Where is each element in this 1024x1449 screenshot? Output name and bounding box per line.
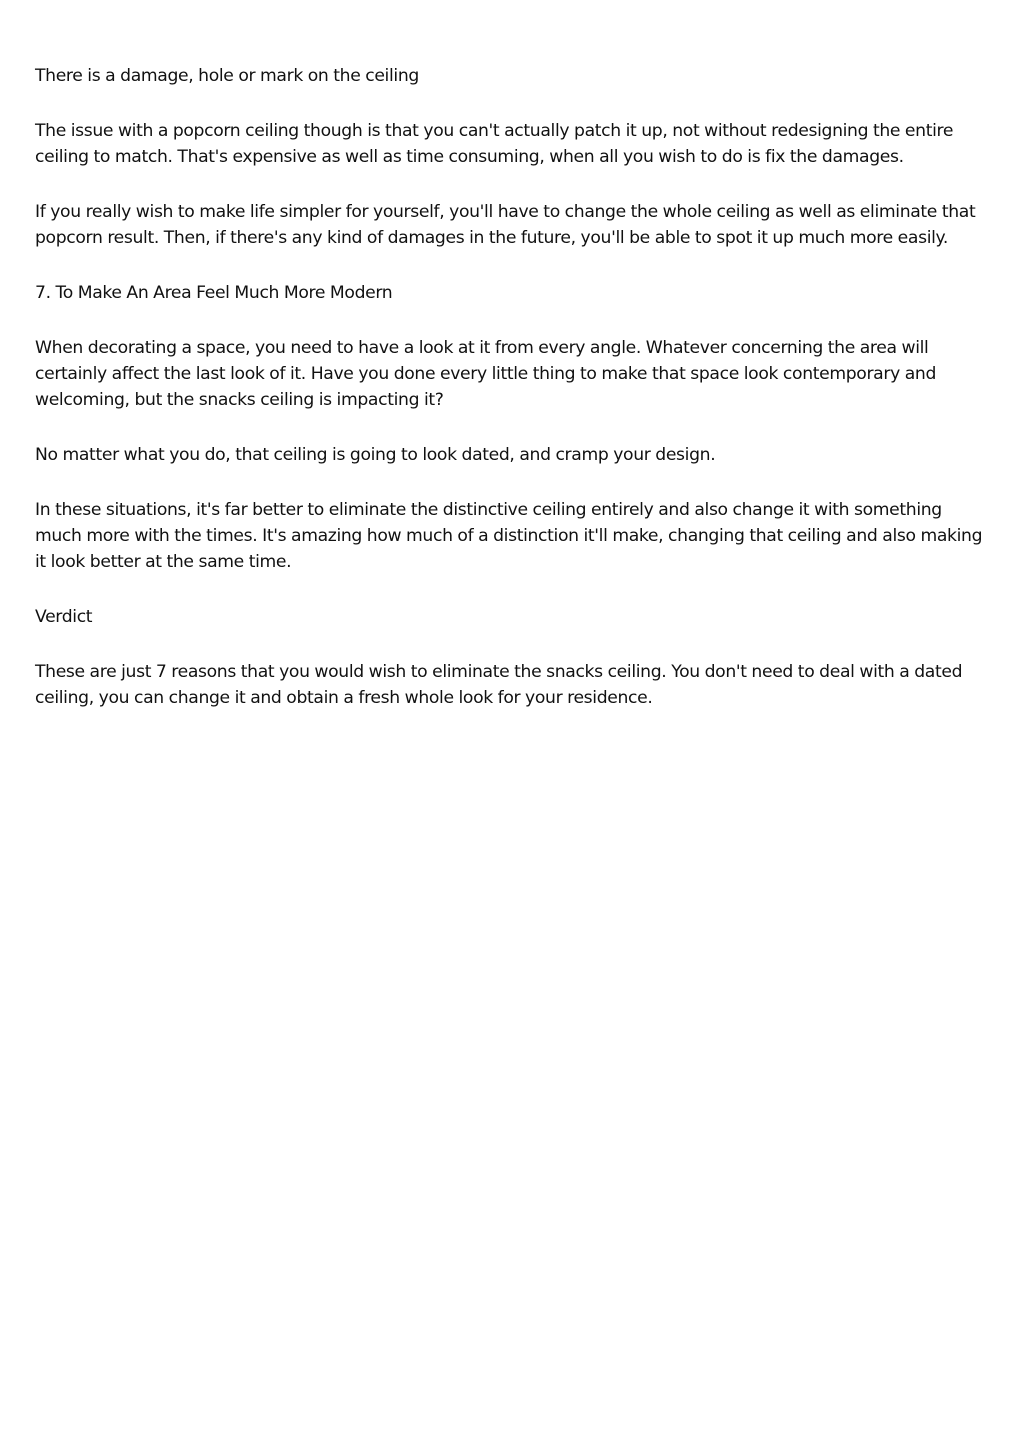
document-body bbox=[35, 63, 990, 740]
section-heading-verdict: Verdict bbox=[35, 607, 93, 627]
section-heading-modern: 7. To Make An Area Feel Much More Modern bbox=[35, 283, 393, 303]
paragraph-dated-look: No matter what you do, that ceiling is going to look dated, and cramp your design. bbox=[35, 445, 716, 465]
paragraph-conclusion: These are just 7 reasons that you would wish to eliminate the snacks ceiling. You don't need to deal with a dated ceiling, you can change it and obtain a fresh whole look for your residence. bbox=[35, 662, 963, 708]
paragraph-eliminate-ceiling: In these situations, it's far better to eliminate the distinctive ceiling entirely and also change it with something much more with the times. It's amazing how much of a distinction it'll make, changing that ceiling and also making it look better at the same time. bbox=[35, 500, 983, 572]
paragraph-change-ceiling: If you really wish to make life simpler for yourself, you'll have to change the whole ceiling as well as eliminate that popcorn result. Then, if there's any kind of damages in the future, you'll be able to spot it up much more easily. bbox=[35, 202, 976, 248]
paragraph-popcorn-patch: The issue with a popcorn ceiling though is that you can't actually patch it up, not without redesigning the entire ceiling to match. That's expensive as well as time consuming, when all you wish to do is fix the damages. bbox=[35, 121, 954, 167]
paragraph-damage-heading: There is a damage, hole or mark on the ceiling bbox=[35, 66, 419, 86]
paragraph-decorating: When decorating a space, you need to have a look at it from every angle. Whatever concerning the area will certainly affect the last look of it. Have you done every little thing to make that space look contemporary and welcoming, but the snacks ceiling is impacting it? bbox=[35, 338, 937, 410]
